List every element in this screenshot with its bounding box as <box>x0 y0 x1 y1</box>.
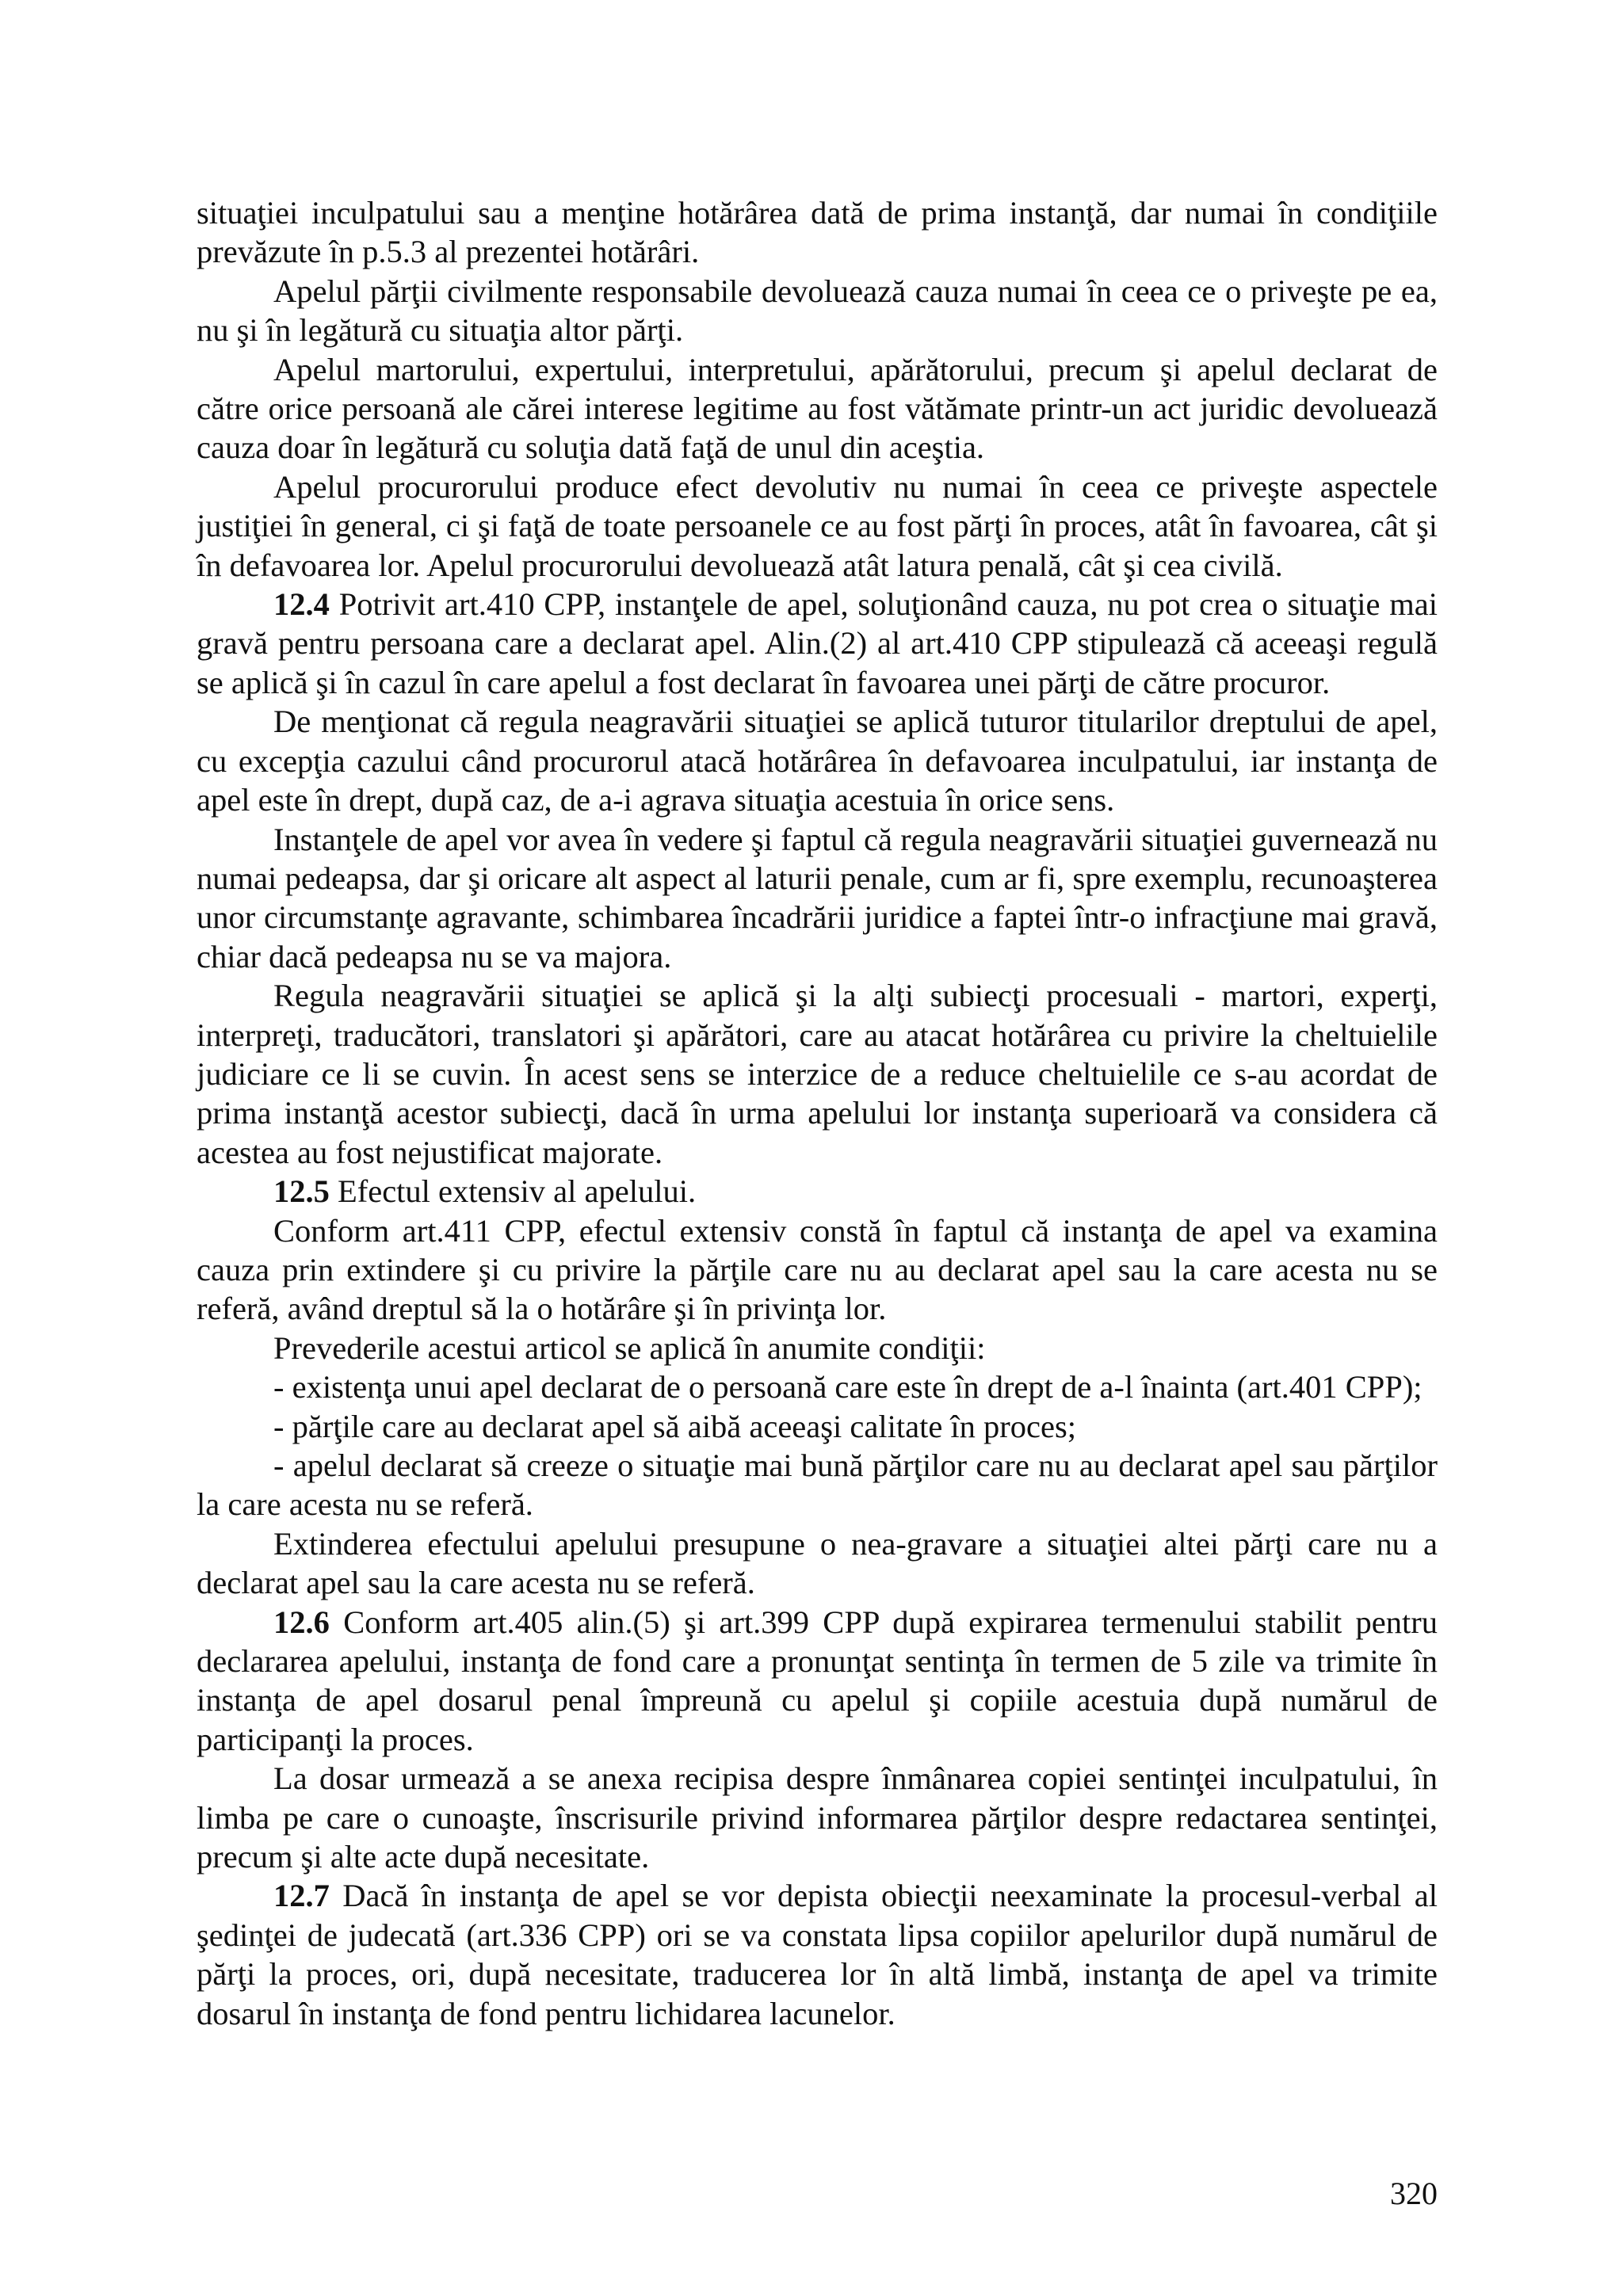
paragraph <box>197 1172 1438 1211</box>
paragraph <box>197 585 1438 702</box>
paragraph-text: Conform art.405 alin.(5) şi art.399 CPP după expirarea termenului stabilit pentru declararea apelului, instanţa de fond care a pronunţat sentinţa în termen de 5 zile va trimite în instanţa de apel dosarul penal împreună cu apelul şi copiile acestuia după numărul de participanţi la proces. <box>197 1604 1438 1757</box>
paragraph: situaţiei inculpatului sau a menţine hotărârea dată de prima instanţă, dar numai în condiţiile prevăzute în p.5.3 al prezentei hotărâri. <box>197 195 1438 270</box>
paragraph: Extinderea efectului apelului presupune o nea-gravare a situaţiei altei părţi care nu a declarat apel sau la care acesta nu se referă. <box>197 1525 1438 1601</box>
body-text <box>197 193 1438 2033</box>
list-item: - părţile care au declarat apel să aibă aceeaşi calitate în proces; <box>273 1408 1076 1444</box>
list-item: - existenţa unui apel declarat de o persoană care este în drept de a-l înainta (art.401 CPP); <box>273 1369 1423 1405</box>
section-number: 12.6 <box>273 1604 330 1640</box>
paragraph: Instanţele de apel vor avea în vedere şi faptul că regula neagravării situaţiei guvernează nu numai pedeapsa, dar şi oricare alt aspect al laturii penale, cum ar fi, spre exemplu, recunoaşterea unor circumstanţe agravante, schimbarea încadrării juridice a faptei într-o infracţiune mai gravă, chiar dacă pedeapsa nu se va majora. <box>197 821 1438 974</box>
paragraph: De menţionat că regula neagravării situaţiei se aplică tuturor titularilor dreptului de apel, cu excepţia cazului când procurorul atacă hotărârea în defavoarea inculpatului, iar instanţa de apel este în drept, după caz, de a-i agrava situaţia acestuia în orice sens. <box>197 704 1438 818</box>
section-number: 12.7 <box>273 1878 330 1914</box>
paragraph <box>197 1876 1438 2033</box>
paragraph-text: Dacă în instanţa de apel se vor depista obiecţii neexaminate la procesul-verbal al şedinţei de judecată (art.336 CPP) ori se va constata lipsa copiilor apelurilor după numărul de părţi la proces, ori, după necesitate, traducerea lor în altă limbă, instanţa de apel va trimite dosarul în instanţa de fond pentru lichidarea lacunelor. <box>197 1878 1438 2031</box>
paragraph: Conform art.411 CPP, efectul extensiv constă în faptul că instanţa de apel va examina cauza prin extindere şi cu privire la părţile care nu au declarat apel sau la care acesta nu se referă, având dreptul să la o hotărâre şi în privinţa lor. <box>197 1212 1438 1327</box>
paragraph <box>197 1603 1438 1760</box>
section-number: 12.4 <box>273 586 330 623</box>
list-item: - apelul declarat să creeze o situaţie mai bună părţilor care nu au declarat apel sau părţilor la care acesta nu se referă. <box>197 1447 1438 1523</box>
paragraph-text: Efectul extensiv al apelului. <box>329 1173 697 1210</box>
section-number: 12.5 <box>273 1173 330 1210</box>
paragraph: Apelul martorului, expertului, interpretului, apărătorului, precum şi apelul declarat de către orice persoană ale cărei interese legitime au fost vătămate printr-un act juridic devoluează cauza doar în legătură cu soluţia dată faţă de unul din aceştia. <box>197 351 1438 466</box>
paragraph: Apelul procurorului produce efect devolutiv nu numai în ceea ce priveşte aspectele justiţiei în general, ci şi faţă de toate persoanele ce au fost părţi în proces, atât în favoarea, cât şi în defavoarea lor. Apelul procurorului devoluează atât latura penală, cât şi cea civilă. <box>197 468 1438 583</box>
paragraph: Regula neagravării situaţiei se aplică şi la alţi subiecţi procesuali - martori, experţi, interpreţi, traducători, translatori şi apărători, care au atacat hotărârea cu privire la cheltuielile judiciare ce li se cuvin. În acest sens se interzice de a reduce cheltuielile ce s-au acordat de prima instanţă acestor subiecţi, dacă în urma apelului lor instanţa superioară va considera că acestea au fost nejustificat majorate. <box>197 978 1438 1170</box>
paragraph: La dosar urmează a se anexa recipisa despre înmânarea copiei sentinţei inculpatului, în limba pe care o cunoaşte, înscrisurile privind informarea părţilor despre redactarea sentinţei, precum şi alte acte după necesitate. <box>197 1760 1438 1875</box>
paragraph: Prevederile acestui articol se aplică în anumite condiţii: <box>273 1329 986 1366</box>
paragraph: Apelul părţii civilmente responsabile devoluează cauza numai în ceea ce o priveşte pe ea, nu şi în legătură cu situaţia altor părţi. <box>197 273 1438 349</box>
paragraph-text: Potrivit art.410 CPP, instanţele de apel, soluţionând cauza, nu pot crea o situaţie mai gravă pentru persoana care a declarat apel. Alin.(2) al art.410 CPP stipulează că aceeaşi regulă se aplică şi în cazul în care apelul a fost declarat în favoarea unei părţi de către procuror. <box>197 586 1438 700</box>
page-number: 320 <box>1390 2176 1438 2211</box>
